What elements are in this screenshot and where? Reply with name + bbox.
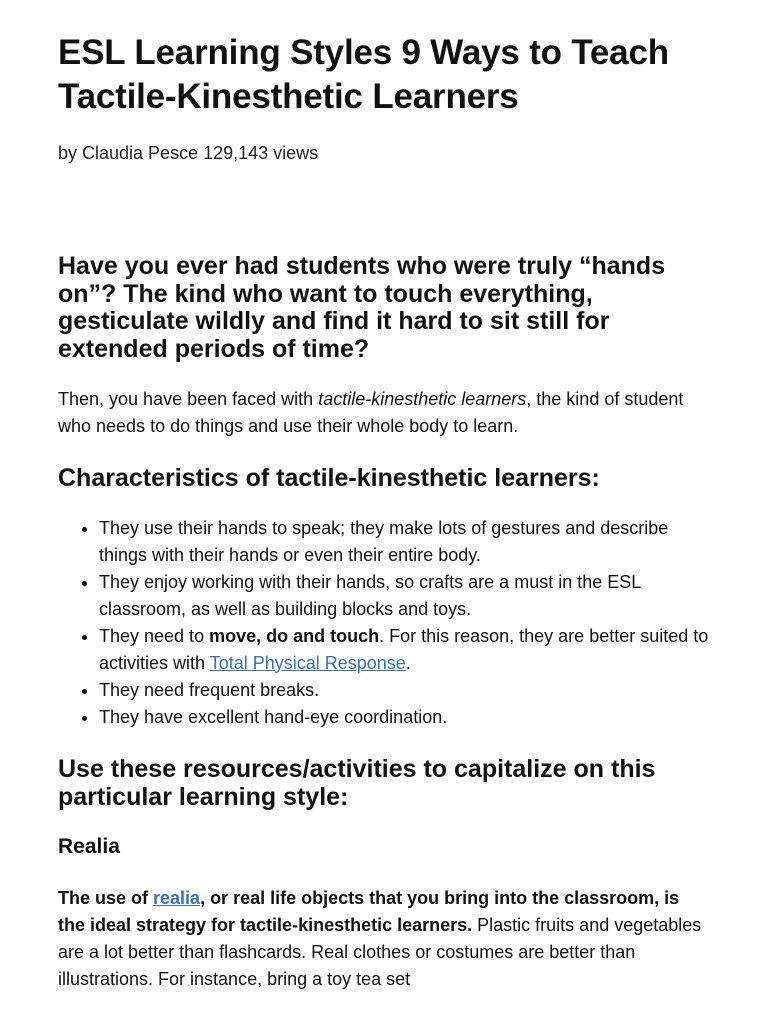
list-item: • They use their hands to speak; they make lots of gestures and describe things with their hands or even their entire body. <box>99 515 710 569</box>
realia-link[interactable]: realia <box>153 888 201 908</box>
realia-rest-text: Plastic fruits and vegetables are a lot better than flashcards. Real clothes or costumes are better than illustrations. For instance, bring a toy tea set <box>58 915 702 989</box>
lead-heading: Have you ever had students who were truly “hands on”? The kind who want to touch everything, gesticulate wildly and find it hard to sit still for extended periods of time? <box>58 252 666 363</box>
realia-heading: Realia <box>58 835 120 858</box>
list-item-text: . <box>405 653 411 673</box>
intro-emphasis: tactile-kinesthetic learners <box>318 389 527 409</box>
realia-bold-after: , or real life objects that you bring into the classroom, is the ideal strategy for tactile-kinesthetic learners. <box>58 888 680 935</box>
intro-paragraph <box>58 386 710 440</box>
realia-bold-before: The use of <box>58 888 154 908</box>
list-item <box>99 623 710 677</box>
realia-paragraph <box>58 885 710 993</box>
resources-heading: Use these resources/activities to capitalize on this particular learning style: <box>58 755 656 811</box>
list-item: • They need frequent breaks. <box>99 677 710 704</box>
list-item: • They enjoy working with their hands, so crafts are a must in the ESL classroom, as well as building blocks and toys. <box>99 569 710 623</box>
list-item-text: . For this reason, they are better suited to activities with <box>99 626 709 673</box>
characteristics-list <box>58 515 710 731</box>
characteristics-heading: Characteristics of tactile-kinesthetic learners: <box>58 464 600 492</box>
intro-text-before: Then, you have been faced with <box>58 389 319 409</box>
total-physical-response-link[interactable]: Total Physical Response <box>209 653 406 673</box>
list-item: • They have excellent hand-eye coordination. <box>99 704 710 731</box>
intro-text-after: , the kind of student who needs to do things and use their whole body to learn. <box>58 389 684 436</box>
list-item-bold: move, do and touch <box>209 626 380 646</box>
byline: by Claudia Pesce 129,143 views <box>58 143 319 163</box>
article-title: ESL Learning Styles 9 Ways to Teach Tactile-Kinesthetic Learners <box>58 33 669 116</box>
list-item-text: They need to <box>99 626 210 646</box>
